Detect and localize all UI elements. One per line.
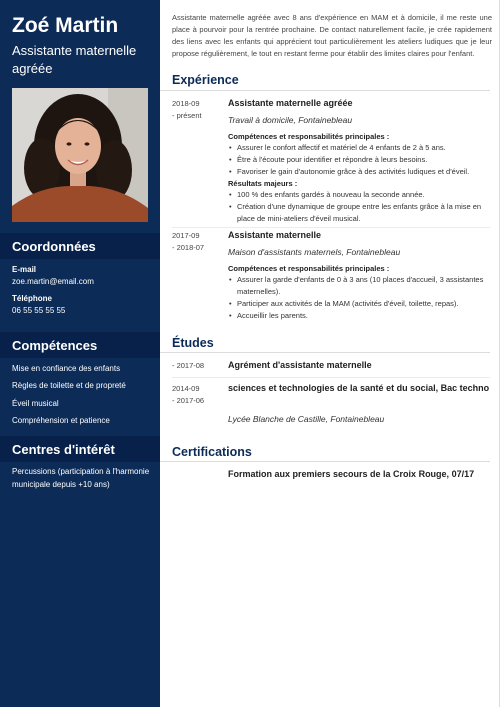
responsibilities-list [228, 274, 490, 322]
study-title: sciences et technologies de la santé et du social, Bac techno [228, 383, 490, 393]
responsibilities-list [228, 142, 490, 178]
section-header-interets: Centres d'intérêt [0, 436, 160, 462]
list-item: • Accueillir les parents. [228, 310, 490, 322]
list-item: • Favoriser le gain d'autonomie grâce à des activités ludiques et d'éveil. [228, 166, 490, 178]
phone-value[interactable]: 06 55 55 55 55 [12, 306, 66, 315]
email-label: E-mail [12, 265, 37, 274]
list-item: • Création d'une dynamique de groupe entre les enfants grâce à la mise en place de mini-ateliers d'éveil musical. [228, 201, 490, 225]
results-label: Résultats majeurs : [228, 179, 298, 188]
candidate-name: Zoé Martin [12, 14, 119, 37]
study-date: - 2017-08 [172, 361, 205, 370]
job-date-end: - 2018-07 [172, 243, 205, 252]
sidebar [0, 0, 160, 707]
certification-item: Formation aux premiers secours de la Croix Rouge, 07/17 [228, 469, 475, 479]
section-title-etudes: Études [172, 336, 214, 350]
section-header-coordonnees: Coordonnées [0, 233, 160, 259]
job-employer: Travail à domicile, Fontainebleau [228, 115, 353, 125]
job-date-end: - présent [172, 111, 202, 120]
results-list [228, 189, 490, 225]
study-school: Lycée Blanche de Castille, Fontainebleau [228, 414, 385, 424]
candidate-title: Assistante maternelle agréée [12, 43, 137, 76]
list-item: • 100 % des enfants gardés à nouveau la seconde année. [228, 189, 490, 201]
responsibilities-label: Compétences et responsabilités principales : [228, 264, 390, 273]
main-content [160, 0, 500, 707]
section-divider [160, 352, 490, 353]
job-divider [172, 227, 490, 228]
skill-item: Règles de toilette et de propreté [12, 381, 126, 390]
job-employer: Maison d'assistants maternels, Fontainebleau [228, 247, 401, 257]
section-header-competences: Compétences [0, 332, 160, 358]
skill-item: Éveil musical [12, 399, 59, 408]
skill-item: Mise en confiance des enfants [12, 364, 121, 373]
email-value[interactable]: zoe.martin@email.com [12, 277, 94, 286]
interest-item: Percussions (participation à l'harmonie municipale depuis +10 ans) [12, 467, 150, 489]
section-title-experience: Expérience [172, 73, 239, 87]
section-divider [160, 90, 490, 91]
list-item: • Assurer le confort affectif et matériel de 4 enfants de 2 à 5 ans. [228, 142, 490, 154]
job-date-start: 2018-09 [172, 99, 200, 108]
job-date-start: 2017-09 [172, 231, 200, 240]
list-item: • Assurer la garde d'enfants de 0 à 3 ans (10 places d'accueil, 3 assistantes maternelles). [228, 274, 490, 298]
list-item: • Être à l'écoute pour identifier et répondre à leurs besoins. [228, 154, 490, 166]
section-divider [160, 461, 490, 462]
profile-photo [12, 88, 148, 222]
section-title-certifications: Certifications [172, 445, 252, 459]
job-role: Assistante maternelle [228, 230, 322, 240]
job-role: Assistante maternelle agréée [228, 98, 353, 108]
phone-label: Téléphone [12, 294, 53, 303]
skill-item: Compréhension et patience [12, 416, 110, 425]
study-divider [172, 377, 490, 378]
study-date-start: 2014-09 [172, 384, 200, 393]
responsibilities-label: Compétences et responsabilités principales : [228, 132, 390, 141]
profile-summary: Assistante maternelle agréée avec 8 ans d'expérience en MAM et à domicile, il me reste une place à pourvoir pour la rentrée prochaine. De contact naturellement facile, je crée rapidement des liens avec les enfants qui apprécient tout particulièrement les ateliers ludiques que je leur propose régulièrement, le tout en restant ferme pour établir des limites claires pour l'enfant. [172, 13, 492, 58]
study-title: Agrément d'assistante maternelle [228, 360, 372, 370]
study-date-end: - 2017-06 [172, 396, 205, 405]
list-item: • Participer aux activités de la MAM (activités d'éveil, toilette, repas). [228, 298, 490, 310]
